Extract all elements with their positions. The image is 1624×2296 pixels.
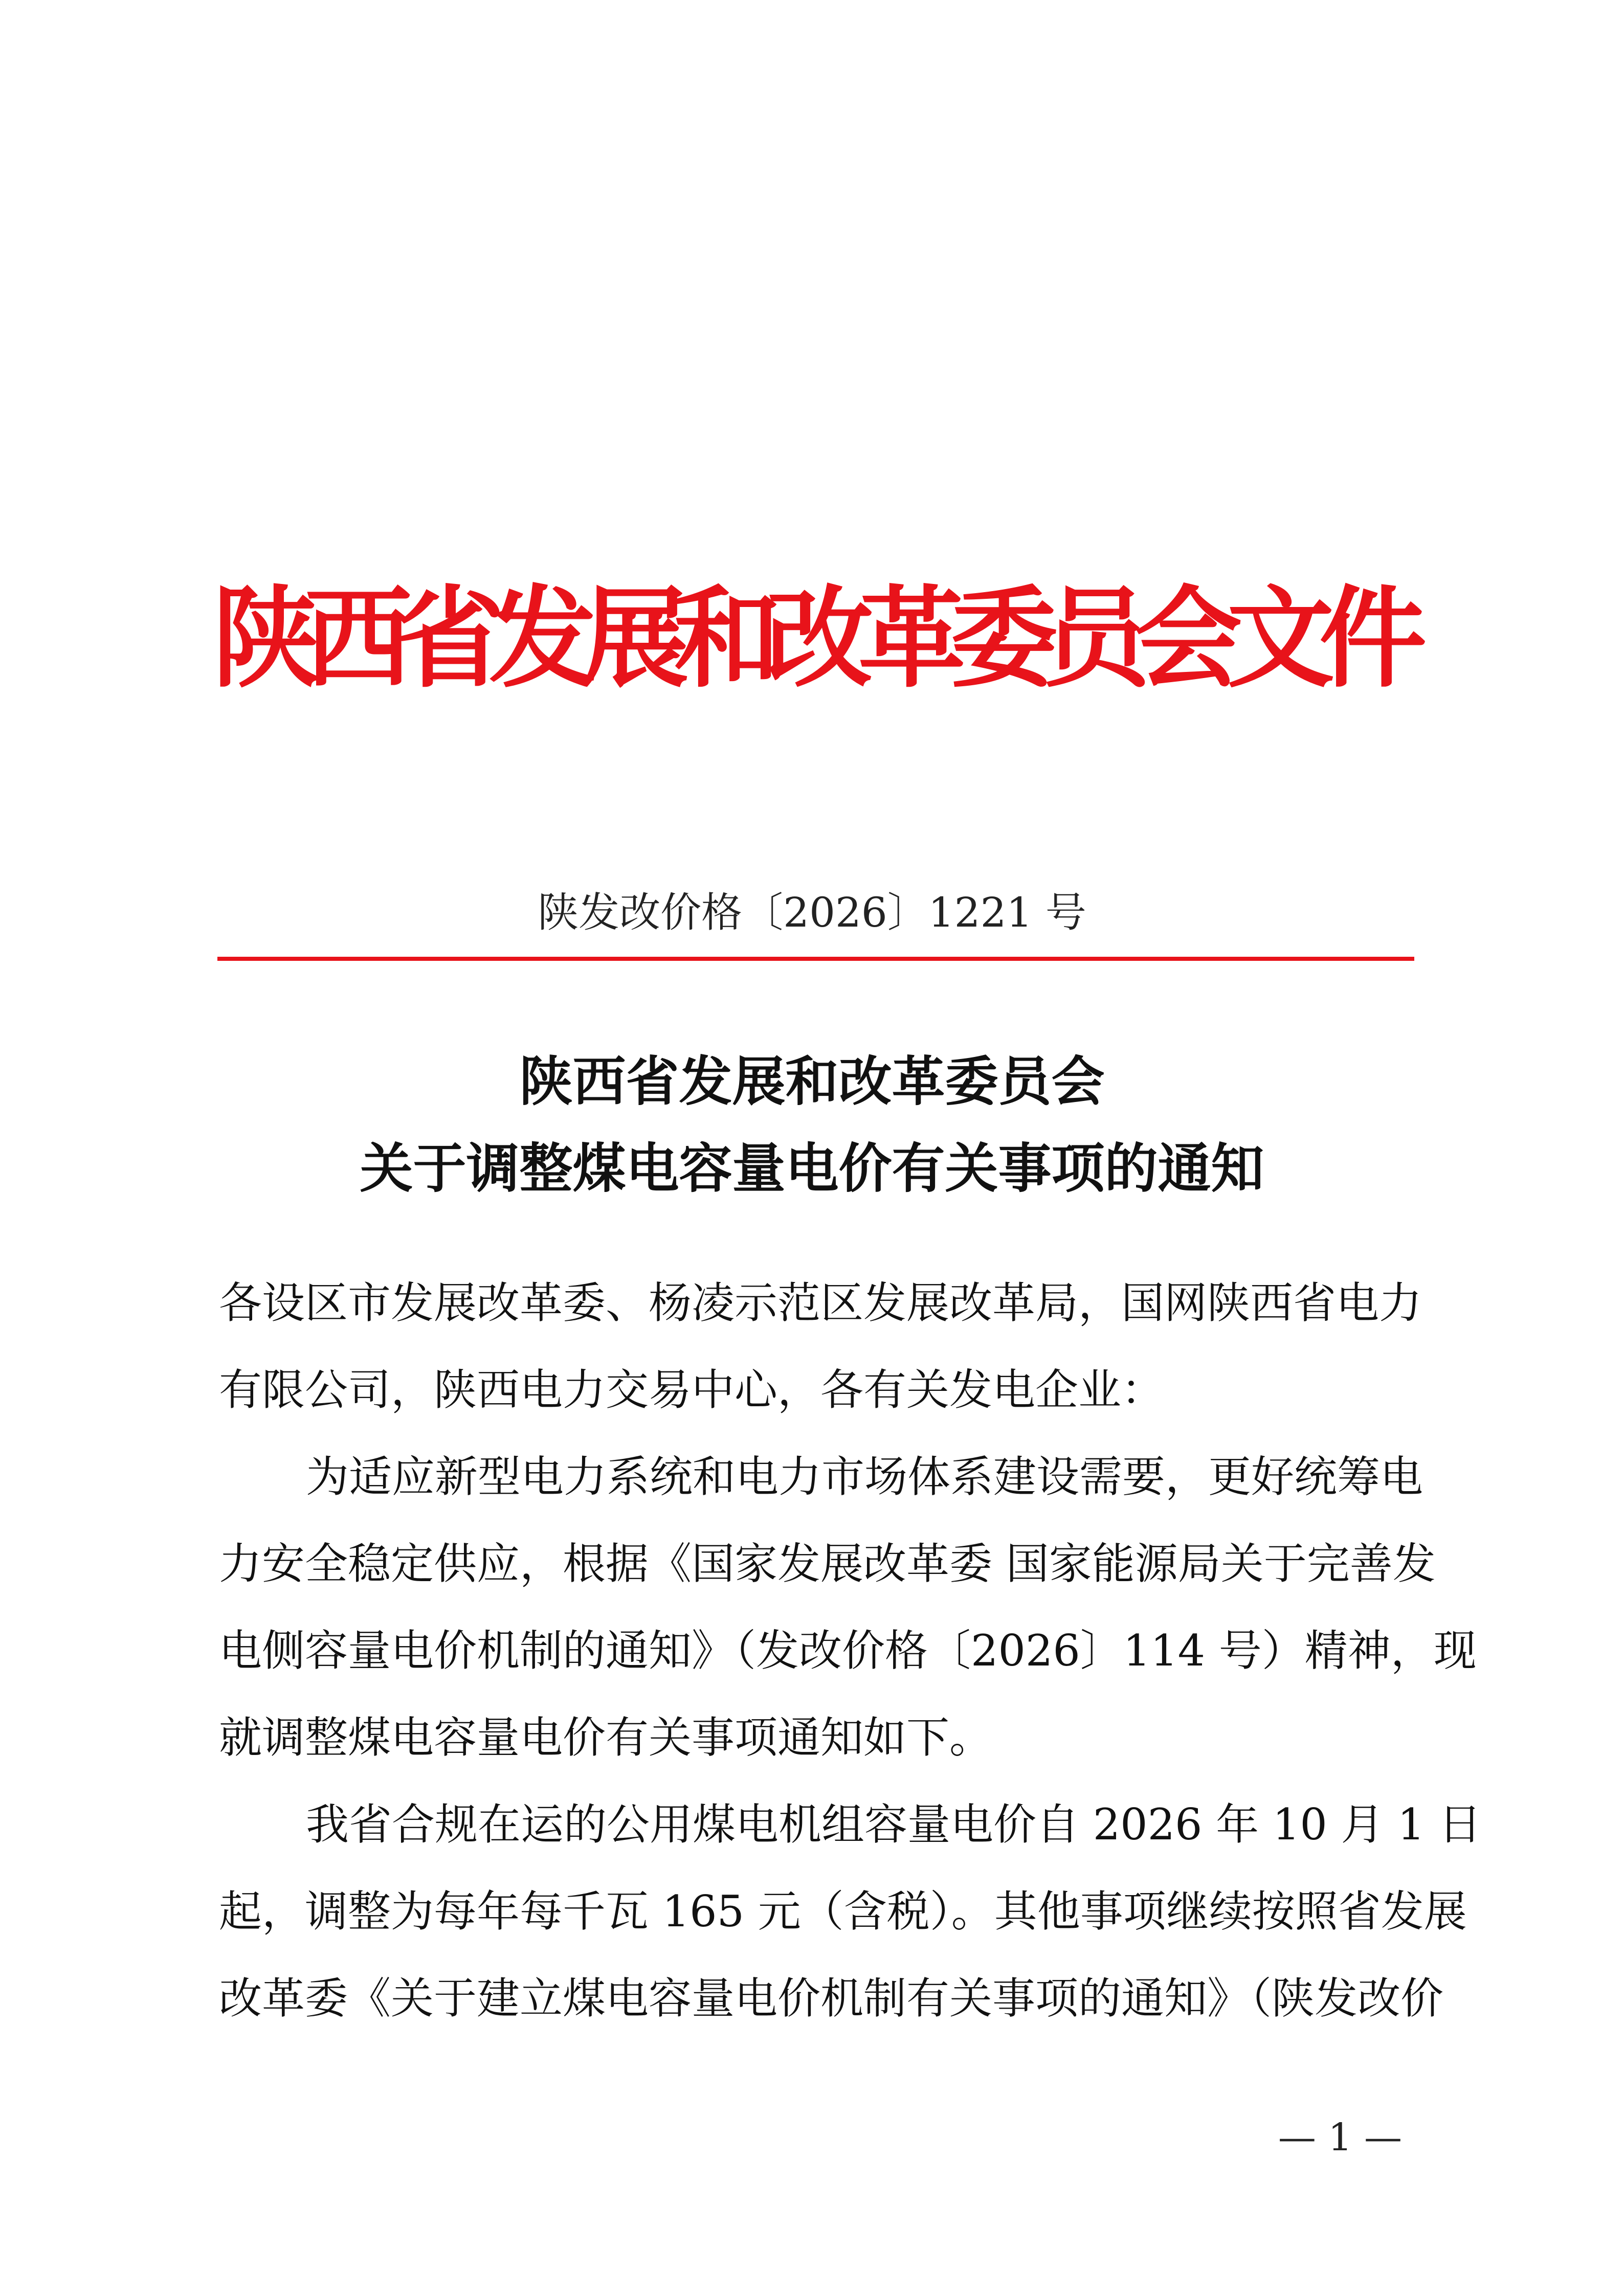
body-line: 起，调整为每年每千瓦 165 元（含税）。其他事项继续按照省发展 [219, 1886, 1467, 1937]
red-divider-line [217, 957, 1414, 961]
body-line: 各设区市发展改革委、杨凌示范区发展改革局，国网陕西省电力 [219, 1278, 1422, 1328]
body-line: 有限公司，陕西电力交易中心，各有关发电企业： [219, 1365, 1165, 1415]
body-line: 电侧容量电价机制的通知》（发改价格〔2026〕114 号）精神，现 [219, 1626, 1477, 1676]
body-line: 为适应新型电力系统和电力市场体系建设需要，更好统筹电 [306, 1452, 1423, 1502]
body-line: 就调整煤电容量电价有关事项通知如下。 [219, 1713, 993, 1763]
document-title-line-1: 陕西省发展和改革委员会 [519, 1050, 1105, 1113]
document-number: 陕发改价格〔2026〕1221 号 [538, 889, 1086, 936]
body-line: 改革委《关于建立煤电容量电价机制有关事项的通知》（陕发改价 [219, 1973, 1444, 2023]
letterhead-issuer: 陕西省发展和改革委员会文件 [212, 575, 1412, 703]
page-number: — 1 — [1278, 2115, 1403, 2159]
document-title-line-2: 关于调整煤电容量电价有关事项的通知 [360, 1137, 1264, 1200]
body-line: 力安全稳定供应，根据《国家发展改革委 国家能源局关于完善发 [219, 1539, 1436, 1589]
body-line: 我省合规在运的公用煤电机组容量电价自 2026 年 10 月 1 日 [306, 1799, 1482, 1850]
